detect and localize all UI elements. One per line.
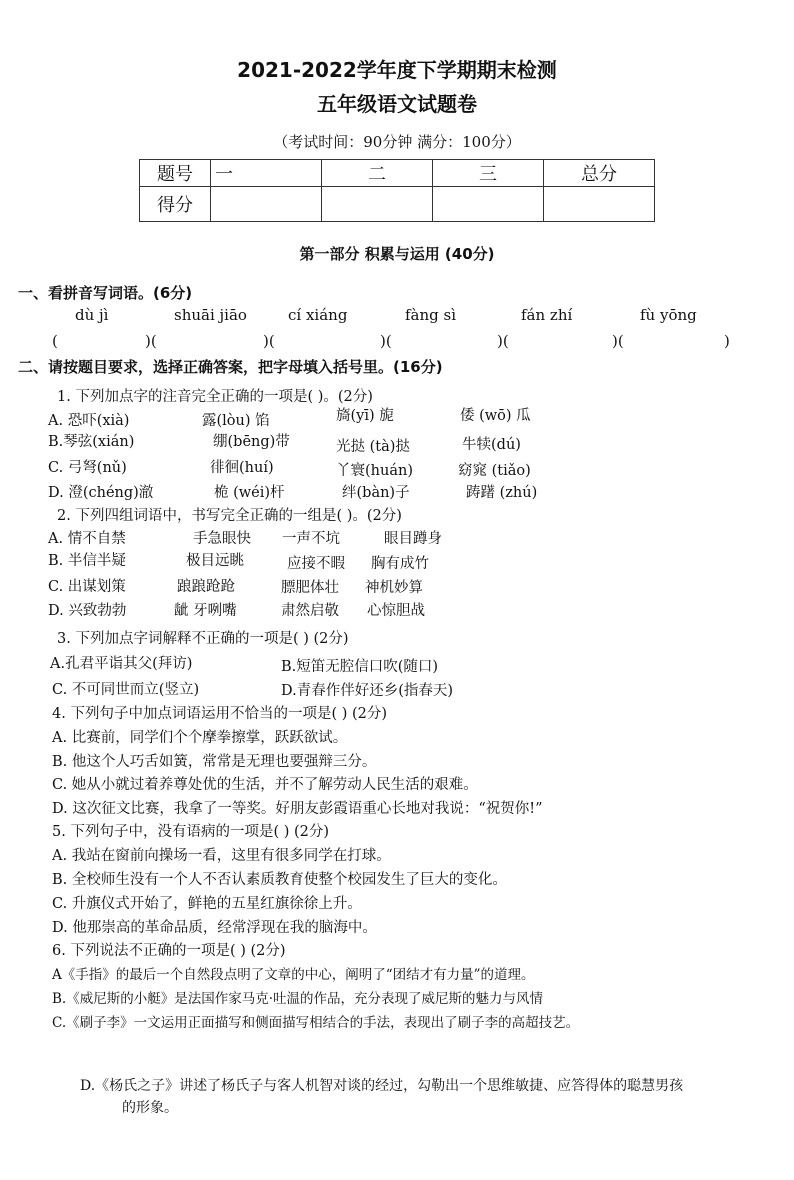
score-header-total: 总分 [544, 160, 655, 187]
q2-b-2: 极目远眺 [186, 553, 244, 569]
q1-d-4: 踌躇 (zhú) [466, 485, 538, 501]
q4-option-d: D. 这次征文比赛，我拿了一等奖。好朋友彭霞语重心长地对我说：“祝贺你!” [52, 801, 543, 817]
bracket-close: ) [724, 332, 730, 350]
q5-option-c: C. 升旗仪式开始了，鲜艳的五星红旗徐徐上升。 [52, 896, 362, 912]
bracket-pair: )( [612, 332, 624, 350]
pinyin-4: fàng sì [405, 306, 457, 324]
q4-stem: 4. 下列句子中加点词语运用不恰当的一项是( ) (2分) [52, 706, 388, 722]
score-cell[interactable] [322, 187, 433, 222]
q1-c-2: 徘徊(huí) [210, 460, 274, 476]
bracket-pair: )( [145, 332, 157, 350]
q3-d: D.青春作伴好还乡(指春天) [281, 683, 454, 699]
q2-a-3: 一声不坑 [282, 531, 340, 547]
score-header-3: 三 [433, 160, 544, 187]
q1-d-3: 绊(bàn)子 [342, 485, 410, 501]
q4-option-c: C. 她从小就过着养尊处优的生活，并不了解劳动人民生活的艰难。 [52, 777, 478, 793]
q2-d-4: 心惊胆战 [367, 603, 425, 619]
bracket-pair: )( [497, 332, 509, 350]
score-row-label: 得分 [140, 187, 211, 222]
q5-option-d: D. 他那崇高的革命品质，经常浮现在我的脑海中。 [52, 920, 377, 936]
q2-d-2: 龇 牙咧嘴 [174, 603, 237, 619]
q2-c-4: 神机妙算 [365, 580, 423, 596]
score-cell[interactable] [211, 187, 322, 222]
score-header-1: 一 [211, 160, 322, 187]
q1-c-1: C. 弓弩(nǔ) [48, 460, 127, 476]
pinyin-3: cí xiáng [288, 306, 348, 324]
q2-a-1: A. 情不自禁 [48, 531, 126, 547]
q1-a-2: 露(lòu) 馅 [202, 413, 270, 429]
q3-b: B.短笛无腔信口吹(随口) [281, 659, 439, 675]
pinyin-2: shuāi jiāo [174, 306, 247, 324]
q5-option-b: B. 全校师生没有一个人不否认素质教育使整个校园发生了巨大的变化。 [52, 872, 507, 888]
q1-b-2: 绷(bēng)带 [213, 434, 290, 450]
q1-d-1: D. 澄(chéng)澈 [48, 485, 154, 501]
section1-title: 一、看拼音写词语。(6分) [18, 284, 193, 302]
pinyin-6: fù yōng [640, 306, 697, 324]
q1-b-1: B.琴弦(xián) [48, 434, 135, 450]
q6-stem: 6. 下列说法不正确的一项是( ) (2分) [52, 943, 286, 959]
q2-d-3: 肃然启敬 [281, 603, 339, 619]
part1-title: 第一部分 积累与运用 (40分) [299, 245, 495, 263]
section2-title: 二、请按题目要求，选择正确答案，把字母填入括号里。(16分) [18, 358, 443, 376]
q6-option-a: A《手指》的最后一个自然段点明了文章的中心，阐明了“团结才有力量”的道理。 [52, 967, 535, 983]
q1-stem: 1. 下列加点字的注音完全正确的一项是( )。(2分) [57, 389, 373, 405]
score-cell[interactable] [433, 187, 544, 222]
q1-b-4: 牛犊(dú) [462, 437, 521, 453]
q5-option-a: A. 我站在窗前向操场一看，这里有很多同学在打球。 [52, 848, 391, 864]
bracket-pair: )( [263, 332, 275, 350]
q2-b-1: B. 半信半疑 [48, 553, 126, 569]
pinyin-5: fán zhí [521, 306, 573, 324]
q4-option-b: B. 他这个人巧舌如簧，常常是无理也要强辩三分。 [52, 754, 377, 770]
q3-a: A.孔君平诣其父(拜访) [50, 656, 193, 672]
score-header-label: 题号 [140, 160, 211, 187]
exam-subtitle: 五年级语文试题卷 [317, 92, 477, 116]
q6-option-d: D.《杨氏之子》讲述了杨氏子与客人机智对谈的经过，勾勒出一个思维敏捷、应答得体的聪慧男孩 [80, 1078, 684, 1094]
q6-option-d-cont: 的形象。 [122, 1100, 178, 1116]
exam-info: （考试时间：90分钟 满分：100分） [273, 133, 521, 151]
q2-stem: 2. 下列四组词语中，书写完全正确的一组是( )。(2分) [57, 508, 402, 524]
bracket-open: ( [52, 332, 58, 350]
q1-a-4: 倭 (wō) 瓜 [460, 408, 531, 424]
q1-a-1: A. 恐吓(xià) [48, 413, 130, 429]
exam-title: 2021-2022学年度下学期期末检测 [237, 58, 557, 82]
score-header-2: 二 [322, 160, 433, 187]
q2-c-2: 踉踉跄跄 [177, 579, 235, 595]
q1-a-3: 旖(yī) 旎 [336, 408, 394, 424]
q2-d-1: D. 兴致勃勃 [48, 603, 127, 619]
q6-option-c: C.《刷子李》一文运用正面描写和侧面描写相结合的手法，表现出了刷子李的高超技艺。 [52, 1015, 580, 1031]
q2-a-4: 眼目蹲身 [384, 531, 442, 547]
score-cell[interactable] [544, 187, 655, 222]
bracket-pair: )( [380, 332, 392, 350]
q1-b-3: 光挞 (tà)挞 [336, 439, 410, 455]
q1-c-4: 窈窕 (tiǎo) [458, 463, 531, 479]
q2-a-2: 手急眼快 [193, 531, 251, 547]
q5-stem: 5. 下列句子中，没有语病的一项是( ) (2分) [52, 824, 330, 840]
q3-stem: 3. 下列加点字词解释不正确的一项是( ) (2分) [57, 631, 349, 647]
q3-c: C. 不可同世而立(竖立) [52, 682, 200, 698]
q6-option-b: B.《威尼斯的小艇》是法国作家马克·吐温的作品，充分表现了威尼斯的魅力与风情 [52, 991, 544, 1007]
q2-b-3: 应接不暇 [287, 556, 345, 572]
q2-c-3: 膘肥体壮 [281, 580, 339, 596]
pinyin-1: dù jì [75, 306, 109, 324]
q2-b-4: 胸有成竹 [371, 556, 429, 572]
score-table [139, 159, 655, 222]
q1-c-3: 丫寰(huán) [336, 463, 413, 479]
q4-option-a: A. 比赛前，同学们个个摩拳擦掌，跃跃欲试。 [52, 730, 348, 746]
q1-d-2: 桅 (wéi)杆 [214, 485, 285, 501]
q2-c-1: C. 出谋划策 [48, 579, 126, 595]
